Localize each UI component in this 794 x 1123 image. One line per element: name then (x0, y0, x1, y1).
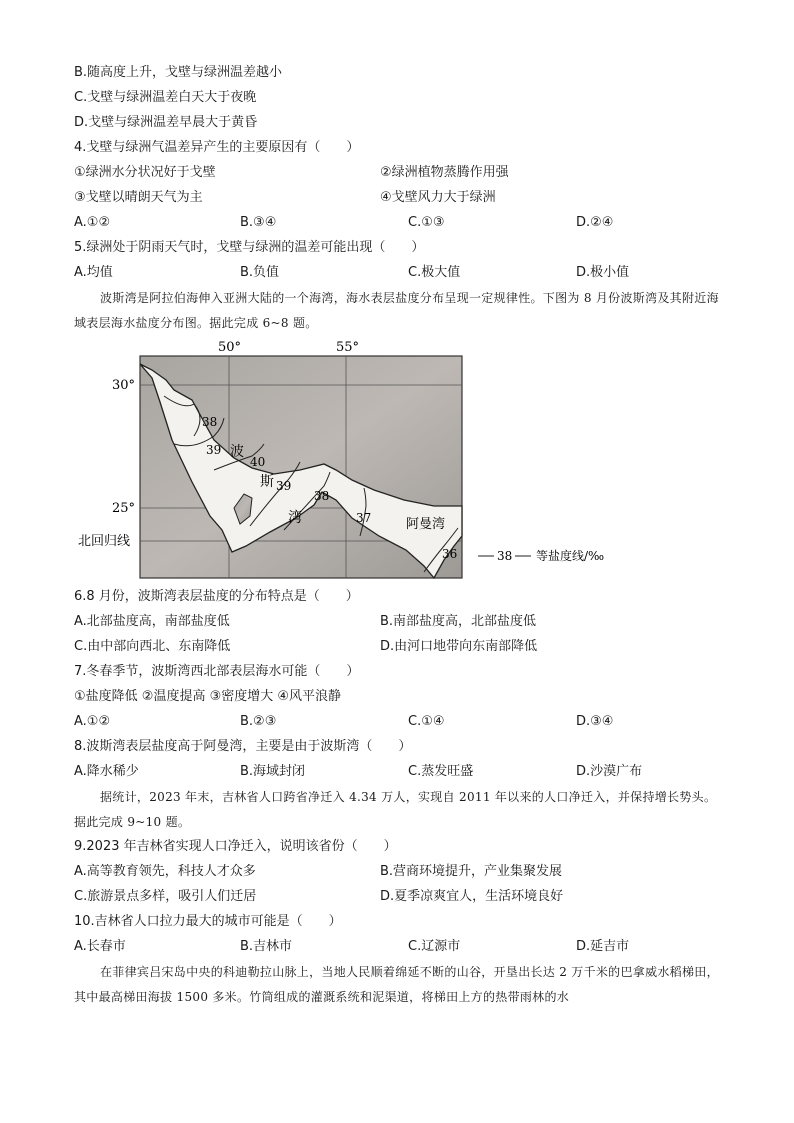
isohaline-label: 38 (314, 489, 330, 503)
q7-option-d: D.③④ (576, 714, 614, 729)
q4-option-a: A.①② (74, 215, 111, 230)
q7-items: ①盐度降低 ②温度提高 ③密度增大 ④风平浪静 (74, 689, 342, 704)
q7-option-a: A.①② (74, 714, 111, 729)
q8-option-a: A.降水稀少 (74, 764, 139, 779)
q4-option-d: D.②④ (576, 215, 614, 230)
q5-option-a: A.均值 (74, 265, 113, 280)
q4-item-4: ④戈壁风力大于绿洲 (380, 190, 496, 205)
place-label-si: 斯 (260, 474, 274, 490)
q4-option-b: B.③④ (240, 215, 277, 230)
persian-gulf-salinity-map (74, 340, 634, 580)
place-label-wan: 湾 (288, 510, 302, 526)
q4-item-1: ①绿洲水分状况好于戈壁 (74, 165, 216, 180)
q9-option-c: C.旅游景点多样，吸引人们迁居 (74, 889, 257, 904)
isohaline-label: 39 (206, 443, 222, 457)
q10-option-c: C.辽源市 (408, 939, 461, 954)
tropic-label: 北回归线 (78, 534, 131, 549)
q6-option-a: A.北部盐度高，南部盐度低 (74, 614, 230, 629)
q3-option-d: D.戈壁与绿洲温差早晨大于黄昏 (74, 115, 258, 130)
isohaline-label: 36 (442, 547, 458, 561)
q6-stem: 6.8 月份，波斯湾表层盐度的分布特点是（ ） (74, 589, 359, 604)
q3-option-b: B.随高度上升，戈壁与绿洲温差越小 (74, 65, 283, 80)
intro-next-questions: 在菲律宾吕宋岛中央的科迪勒拉山脉上，当地人民顺着绵延不断的山谷，开垦出长达 2 万千米的巴拿威水稻梯田，其中最高梯田海拔 1500 多米。竹筒组成的灌溉系统和泥渠道，将梯田上方的热带雨林的水 (74, 965, 719, 1004)
intro-questions-6-8: 波斯湾是阿拉伯海伸入亚洲大陆的一个海湾，海水表层盐度分布呈现一定规律性。下图为 8 月份波斯湾及其附近海域表层海水盐度分布图。据此完成 6~8 题。 (74, 291, 719, 330)
q5-option-d: D.极小值 (576, 265, 630, 280)
q9-stem: 9.2023 年吉林省实现人口净迁入，说明该省份（ ） (74, 839, 397, 854)
place-label-gulf-of-oman: 阿曼湾 (406, 517, 446, 532)
q4-stem: 4.戈壁与绿洲气温差异产生的主要原因有（ ） (74, 140, 360, 155)
isohaline-label: 38 (202, 415, 218, 429)
place-label-bo: 波 (230, 444, 244, 460)
q5-stem: 5.绿洲处于阴雨天气时，戈壁与绿洲的温差可能出现（ ） (74, 240, 425, 255)
q4-item-2: ②绿洲植物蒸腾作用强 (380, 165, 509, 180)
q7-option-b: B.②③ (240, 714, 277, 729)
q9-option-d: D.夏季凉爽宜人，生活环境良好 (380, 889, 564, 904)
lon-label-50: 50° (218, 340, 242, 355)
q7-stem: 7.冬春季节，波斯湾西北部表层海水可能（ ） (74, 664, 360, 679)
q4-item-3: ③戈壁以晴朗天气为主 (74, 190, 203, 205)
isohaline-label: 40 (250, 455, 266, 469)
isohaline-label: 39 (276, 479, 292, 493)
q6-option-d: D.由河口地带向东南部降低 (380, 639, 538, 654)
q8-option-b: B.海域封闭 (240, 764, 306, 779)
q6-option-b: B.南部盐度高，北部盐度低 (380, 614, 537, 629)
q8-option-c: C.蒸发旺盛 (408, 764, 474, 779)
q6-option-c: C.由中部向西北、东南降低 (74, 639, 231, 654)
q5-option-b: B.负值 (240, 265, 280, 280)
isohaline-label: 37 (356, 511, 372, 525)
q7-option-c: C.①④ (408, 714, 445, 729)
intro-questions-9-10: 据统计，2023 年末，吉林省人口跨省净迁入 4.34 万人，实现自 2011 年以来的人口净迁入，并保持增长势头。据此完成 9~10 题。 (74, 790, 717, 829)
q10-option-d: D.延吉市 (576, 939, 630, 954)
q4-option-c: C.①③ (408, 215, 445, 230)
q8-option-d: D.沙漠广布 (576, 764, 643, 779)
lat-label-25: 25° (112, 501, 136, 516)
q10-option-a: A.长春市 (74, 939, 126, 954)
q9-option-b: B.营商环境提升，产业集聚发展 (380, 864, 563, 879)
legend-value: 38 (497, 549, 513, 563)
q9-option-a: A.高等教育领先，科技人才众多 (74, 864, 256, 879)
q8-stem: 8.波斯湾表层盐度高于阿曼湾，主要是由于波斯湾（ ） (74, 739, 412, 754)
q10-option-b: B.吉林市 (240, 939, 293, 954)
lat-label-30: 30° (112, 378, 136, 393)
q5-option-c: C.极大值 (408, 265, 461, 280)
legend-text: 等盐度线/‰ (536, 549, 605, 563)
q10-stem: 10.吉林省人口拉力最大的城市可能是（ ） (74, 914, 342, 929)
q3-option-c: C.戈壁与绿洲温差白天大于夜晚 (74, 90, 257, 105)
lon-label-55: 55° (336, 340, 360, 355)
